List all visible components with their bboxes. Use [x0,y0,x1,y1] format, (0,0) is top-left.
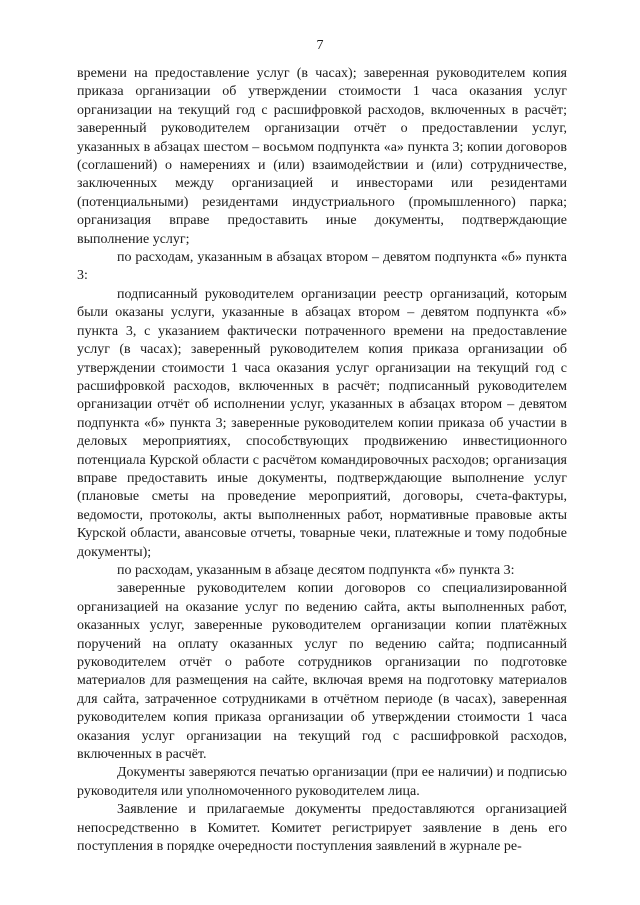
paragraph-4: по расходам, указанным в абзаце десятом подпункта «б» пункта 3: [117,562,515,578]
paragraph-5: заверенные руководителем копии договоров со специализированной организацией на оказание услуг по ведению сайта, акты выполненных работ, оказанных услуг, заверенные руководителем организации копии платёжных поручений на оплату оказанных услуг по ведению сайта; подписанный руководителем отчёт о работе сотрудников организации по подготовке материалов для размещения на сайте, включая время на подготовку материалов для сайта, затраченное сотрудниками в отчётном периоде (в часах), заверенная руководителем копия приказа организации об утверждении стоимости 1 часа оказания услуг организации на текущий год с расшифровкой расходов, включенных в расчёт. [77,581,567,763]
paragraph-7: Заявление и прилагаемые документы предоставляются организацией непосредственно в Комитет. Комитет регистрирует заявление в день его поступления в порядке очередности поступления заявлений в журнале ре- [77,802,567,855]
page-number: 7 [316,38,324,53]
document-body [77,65,567,856]
paragraph-3: подписанный руководителем организации реестр организаций, которым были оказаны услуги, указанные в абзацах втором – девятом подпункта «б» пункта 3, с указанием фактически потраченного времени на предоставление услуг (в часах); заверенный руководителем копия приказа организации об утверждении стоимости 1 часа оказания услуг организации на текущий год с расшифровкой расходов, включенных в расчёт; подписанный руководителем организации отчёт об исполнении услуг, указанных в абзацах втором – девятом подпункта «б» пункта 3; заверенные руководителем копии приказа об участии в деловых мероприятиях, способствующих продвижению инвестиционного потенциала Курской области с расчётом командировочных расходов; организация вправе предоставить иные документы, подтверждающие выполнение услуг (плановые сметы на проведение мероприятий, договоры, счета-фактуры, ведомости, протоколы, акты выполненных работ, нормативные правовые акты Курской области, авансовые отчеты, товарные чеки, платежные и тому подобные документы); [77,286,567,560]
paragraph-6: Документы заверяются печатью организации (при ее наличии) и подписью руководителя или уполномоченного руководителем лица. [77,765,567,799]
paragraph-1: времени на предоставление услуг (в часах); заверенная руководителем копия приказа организации об утверждении стоимости 1 часа оказания услуг организации на текущий год с расшифровкой расходов, включенных в расчёт; заверенный руководителем организации отчёт о предоставлении услуг, указанных в абзацах шестом – восьмом подпункта «а» пункта 3; копии договоров (соглашений) о намерениях и (или) взаимодействии и (или) сотрудничестве, заключенных между организацией и инвесторами или резидентами (потенциальными) резидентами индустриального (промышленного) парка; организация вправе предоставить иные документы, подтверждающие выполнение услуг; [77,66,567,247]
paragraph-2: по расходам, указанным в абзацах втором – девятом подпункта «б» пункта 3: [77,250,567,284]
